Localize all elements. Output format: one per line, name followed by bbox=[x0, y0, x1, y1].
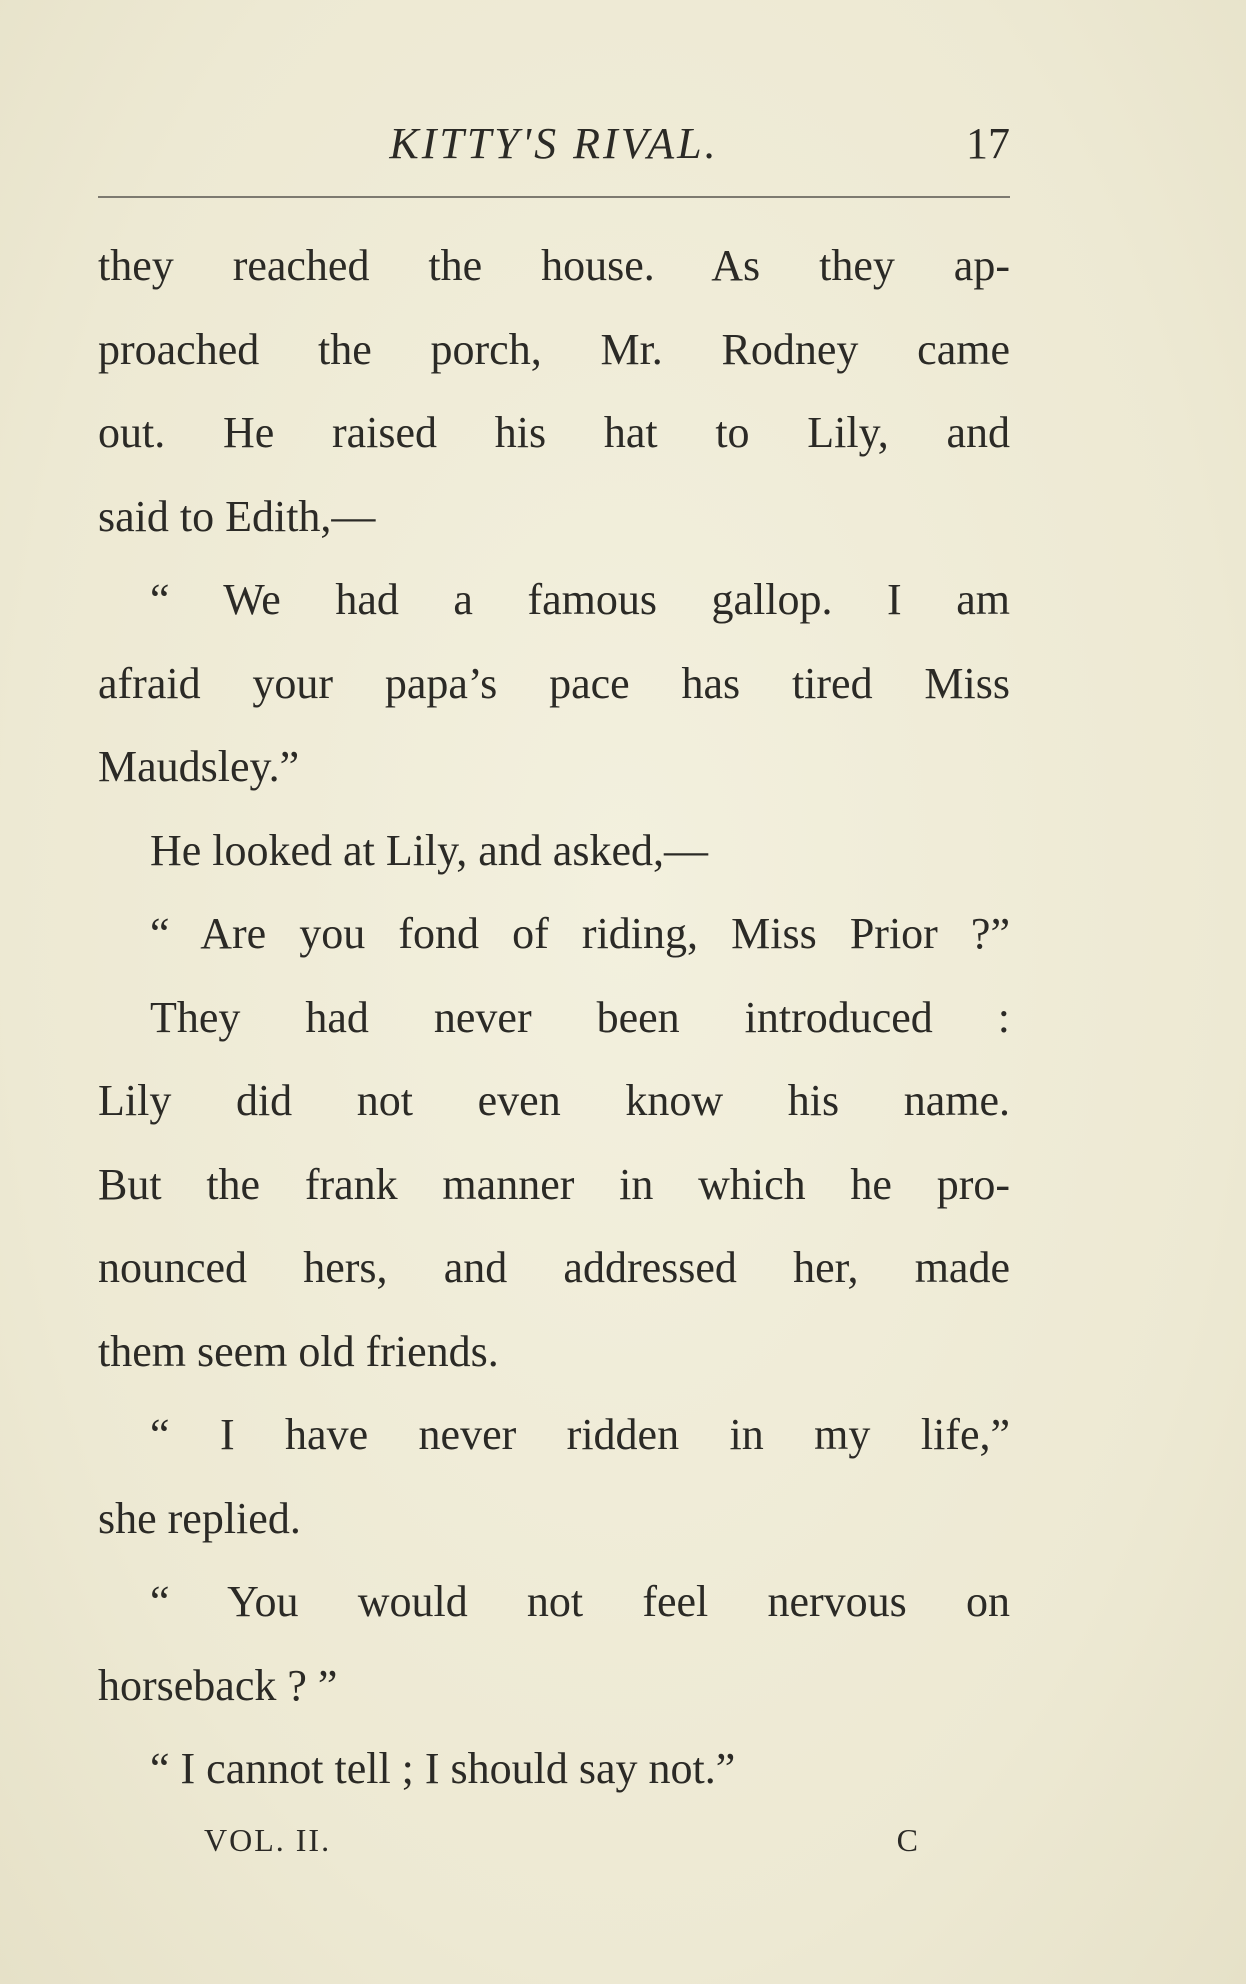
text-line: They had never been introduced : bbox=[150, 992, 1010, 1042]
text-line: “ I have never ridden in my life,” bbox=[150, 1410, 1010, 1459]
page-footer bbox=[204, 1822, 920, 1872]
text-line: said to Edith,— bbox=[98, 491, 376, 541]
text-line: horseback ? ” bbox=[98, 1660, 338, 1710]
text-line: out. He raised his hat to Lily, and bbox=[98, 408, 1010, 457]
running-title: KITTY'S RIVAL. bbox=[389, 119, 719, 168]
text-line: nounced hers, and addressed her, made bbox=[98, 1243, 1010, 1292]
text-line: “ I cannot tell ; I should say not.” bbox=[150, 1744, 736, 1793]
page-number: 17 bbox=[966, 119, 1010, 168]
running-head bbox=[98, 118, 1010, 178]
text-line: “ You would not feel nervous on bbox=[150, 1577, 1010, 1626]
text-line: He looked at Lily, and asked,— bbox=[150, 825, 708, 875]
text-line: she replied. bbox=[98, 1493, 301, 1543]
text-line: But the frank manner in which he pro- bbox=[98, 1159, 1010, 1209]
text-line: them seem old friends. bbox=[98, 1326, 499, 1376]
volume-signature: VOL. II. bbox=[204, 1822, 332, 1858]
text-line: “ We had a famous gallop. I am bbox=[150, 575, 1010, 624]
text-line: afraid your papa’s pace has tired Miss bbox=[98, 658, 1010, 708]
header-rule bbox=[98, 196, 1010, 198]
body-text bbox=[98, 236, 1010, 1823]
text-line: Maudsley.” bbox=[98, 742, 300, 791]
text-line: Lily did not even know his name. bbox=[98, 1076, 1010, 1125]
text-line: they reached the house. As they ap- bbox=[98, 241, 1010, 290]
text-line: proached the porch, Mr. Rodney came bbox=[98, 324, 1010, 374]
gathering-signature: C bbox=[896, 1822, 920, 1858]
text-line: “ Are you fond of riding, Miss Prior ?” bbox=[150, 909, 1010, 958]
